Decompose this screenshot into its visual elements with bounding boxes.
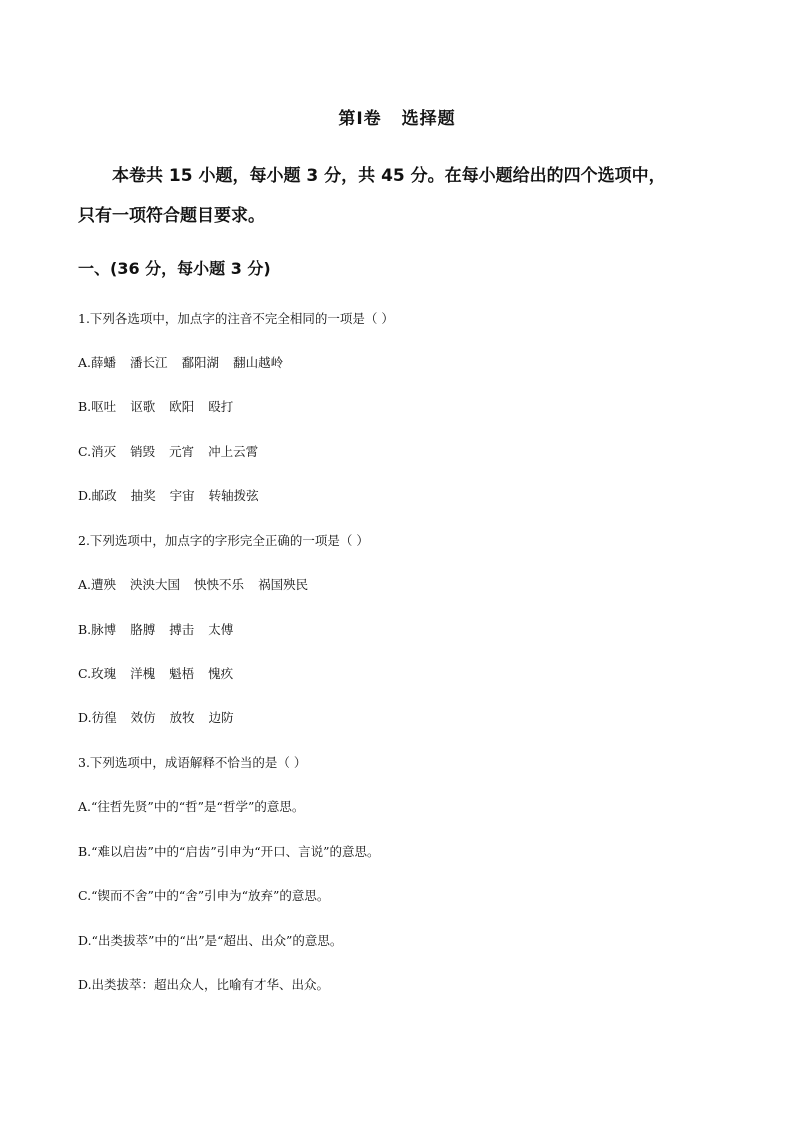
q1-option-d-label: D.: [78, 488, 92, 503]
q1-option-c-label: C.: [78, 444, 92, 459]
q2-option-a-item: 怏怏不乐: [194, 577, 245, 592]
q1-option-d-item: 转轴拨弦: [208, 488, 259, 503]
q2-option-d-item: 彷徨: [91, 710, 117, 725]
q2-option-c: [78, 664, 738, 682]
q1-option-a-item: 鄱阳湖: [181, 355, 220, 370]
q3-option-d: D.“出类拔萃”中的“出”是“超出、出众”的意思。: [78, 933, 343, 948]
q1-option-b-item: 呕吐: [91, 399, 117, 414]
q1-option-c: [78, 442, 738, 460]
q2-option-d: [78, 708, 738, 726]
q2-stem: 2.下列选项中，加点字的字形完全正确的一项是（ ）: [78, 533, 369, 548]
q1-option-b: [78, 397, 738, 415]
q3-stem: 3.下列选项中，成语解释不恰当的是（ ）: [78, 755, 307, 770]
q3-option-c: C.“锲而不舍”中的“舍”引申为“放弃”的意思。: [78, 888, 330, 903]
q1-stem: 1.下列各选项中，加点字的注音不完全相同的一项是（ ）: [78, 311, 394, 326]
q2-option-d-item: 效仿: [130, 710, 156, 725]
q2-option-d-label: D.: [78, 710, 92, 725]
q2-option-a-item: 泱泱大国: [130, 577, 181, 592]
q3-option-b: B.“难以启齿”中的“启齿”引申为“开口、言说”的意思。: [78, 844, 380, 859]
q2-option-b-item: 搏击: [169, 622, 195, 637]
q2-option-b-item: 脉博: [91, 622, 117, 637]
q1-option-d-item: 抽奖: [130, 488, 156, 503]
q2-option-a-item: 祸国殃民: [258, 577, 309, 592]
q2-option-b-item: 胳膊: [130, 622, 156, 637]
q1-option-a-item: 翻山越岭: [233, 355, 284, 370]
q1-option-a-item: 薛蟠: [91, 355, 117, 370]
q3-note: D.出类拔萃：超出众人，比喻有才华、出众。: [78, 977, 330, 992]
instructions: [78, 156, 738, 236]
volume-name: 选择题: [401, 109, 456, 129]
q1-option-d: [78, 486, 738, 504]
q1-option-c-item: 元宵: [169, 444, 195, 459]
q2-option-a-label: A.: [78, 577, 92, 592]
q2-option-b: [78, 620, 738, 638]
volume-label: 第Ⅰ卷: [338, 109, 382, 129]
q1-option-c-item: 消灭: [91, 444, 117, 459]
q2-option-c-label: C.: [78, 666, 92, 681]
instructions-line-1: 本卷共 15 小题，每小题 3 分，共 45 分。在每小题给出的四个选项中，: [112, 166, 666, 186]
q1-option-a: [78, 353, 738, 371]
q1-option-b-item: 欧阳: [169, 399, 195, 414]
q2-option-b-label: B.: [78, 622, 92, 637]
q2-option-d-item: 边防: [208, 710, 234, 725]
q1-option-b-label: B.: [78, 399, 92, 414]
q2-option-d-item: 放牧: [169, 710, 195, 725]
q1-option-a-label: A.: [78, 355, 92, 370]
q1-option-d-item: 邮政: [91, 488, 117, 503]
instructions-line-2: 只有一项符合题目要求。: [78, 206, 265, 226]
q1-option-b-item: 殴打: [208, 399, 234, 414]
volume-title: [0, 104, 794, 129]
q1-option-b-item: 讴歌: [130, 399, 156, 414]
q1-option-c-item: 销毁: [130, 444, 156, 459]
q2-option-a: [78, 575, 738, 593]
q1-option-c-item: 冲上云霄: [208, 444, 259, 459]
q2-option-c-item: 玫瑰: [91, 666, 117, 681]
q1-option-a-item: 潘长江: [130, 355, 168, 370]
q3-option-a: A.“往哲先贤”中的“哲”是“哲学”的意思。: [78, 799, 305, 814]
q2-option-b-item: 太傅: [208, 622, 234, 637]
q2-option-a-item: 遭殃: [91, 577, 117, 592]
q2-option-c-item: 魁梧: [169, 666, 195, 681]
q2-option-c-item: 洋槐: [130, 666, 156, 681]
section-title: 一、(36 分，每小题 3 分): [78, 259, 271, 278]
q1-option-d-item: 宇宙: [169, 488, 195, 503]
q2-option-c-item: 愧疚: [208, 666, 234, 681]
